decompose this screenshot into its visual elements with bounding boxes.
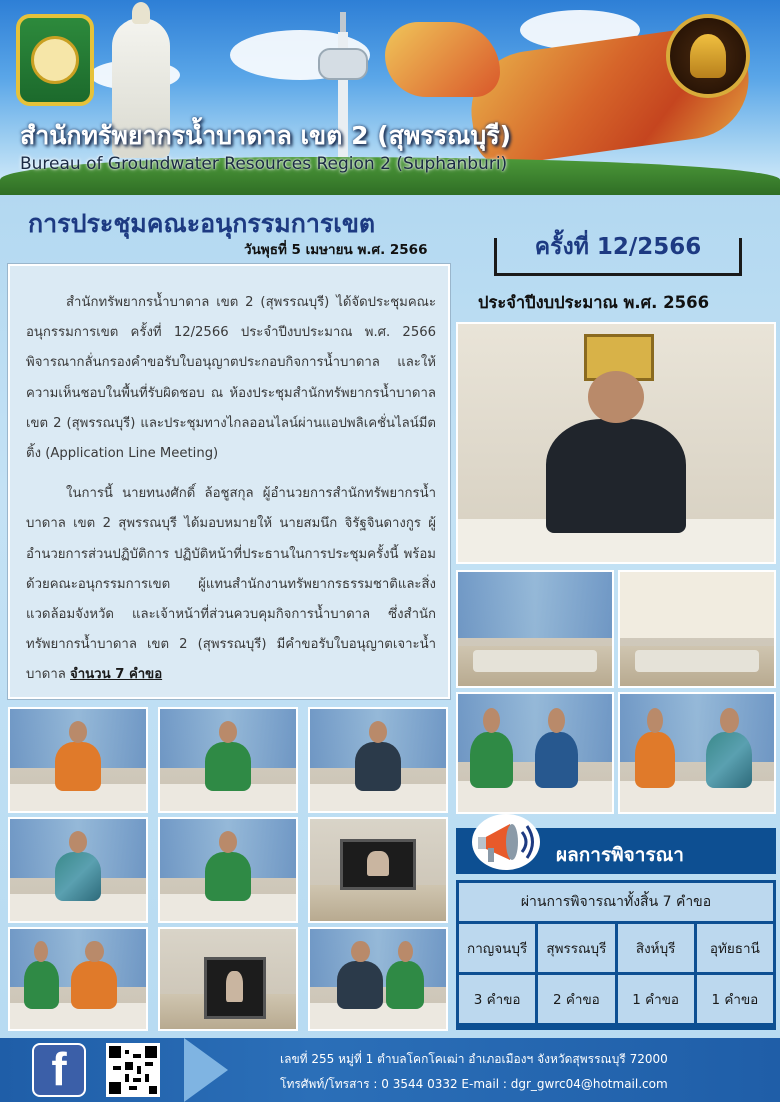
province-cell: กาญจนบุรี — [459, 924, 535, 972]
video-call-photo-1 — [308, 817, 448, 923]
result-summary: ผ่านการพิจารณาทั้งสิ้น 7 คำขอ — [459, 883, 773, 921]
banner-title-thai: สำนักทรัพยากรน้ำบาดาล เขต 2 (สุพรรณบุรี) — [20, 121, 512, 150]
count-cell: 1 คำขอ — [618, 975, 694, 1023]
meeting-room-photo-1 — [456, 570, 614, 688]
count-cell: 3 คำขอ — [459, 975, 535, 1023]
province-cell: สุพรรณบุรี — [538, 924, 614, 972]
meeting-attendees-photo-2 — [618, 692, 776, 814]
count-row — [459, 975, 773, 1023]
header-banner — [0, 0, 780, 195]
participant-photo-5 — [158, 817, 298, 923]
request-count: จำนวน 7 คำขอ — [70, 667, 163, 683]
megaphone-icon — [470, 812, 542, 874]
participant-photo-4 — [8, 817, 148, 923]
footer-arrow-decoration — [184, 1038, 228, 1102]
count-cell: 1 คำขอ — [697, 975, 773, 1023]
footer-address: เลขที่ 255 หมู่ที่ 1 ตำบลโคกโคเฒ่า อำเภอเมืองฯ จังหวัดสุพรรณบุรี 72000 — [280, 1052, 668, 1066]
bureau-logo — [16, 14, 94, 106]
department-seal — [666, 14, 750, 98]
fiscal-year: ประจำปีงบประมาณ พ.ศ. 2566 — [478, 293, 710, 312]
facebook-icon[interactable]: f — [32, 1043, 86, 1097]
meeting-date: วันพุธที่ 5 เมษายน พ.ศ. 2566 — [244, 242, 428, 258]
province-row — [459, 924, 773, 972]
meeting-attendees-photo-1 — [456, 692, 614, 814]
count-cell: 2 คำขอ — [538, 975, 614, 1023]
participant-photo-3 — [308, 707, 448, 813]
participant-photo-6 — [8, 927, 148, 1031]
chairman-photo — [456, 322, 776, 564]
participant-photo-2 — [158, 707, 298, 813]
footer-contact: โทรศัพท์/โทรสาร : 0 3544 0332 E-mail : dgr_gwrc04@hotmail.com — [280, 1077, 668, 1091]
body-text-panel — [8, 264, 450, 699]
participant-photo-7 — [308, 927, 448, 1031]
province-cell: อุทัยธานี — [697, 924, 773, 972]
session-box — [494, 233, 742, 276]
banner-title-english: Bureau of Groundwater Resources Region 2 (Suphanburi) — [20, 154, 508, 174]
province-cell: สิงห์บุรี — [618, 924, 694, 972]
video-call-photo-2 — [158, 927, 298, 1031]
qr-code-icon[interactable] — [106, 1043, 160, 1097]
participant-photo-1 — [8, 707, 148, 813]
result-heading: ผลการพิจารณา — [556, 844, 684, 866]
paragraph-2: ในการนี้ นายทนงศักดิ์ ล้อชูสกุล ผู้อำนวยการสำนักทรัพยากรน้ำบาดาล เขต 2 สุพรรณบุรี ได้มอบหมายให้ นายสมนึก จิรัฐจินดางกูร ผู้อำนวยการส่วนปฏิบัติการ ปฏิบัติหน้าที่ประธานในการประชุมครั้งนี้ พร้อมด้วยคณะอนุกรรมการเขต ผู้แทนสำนักงานทรัพยากรธรรมชาติและสิ่งแวดล้อมจังหวัด และเจ้าหน้าที่ส่วนควบคุมกิจการน้ำบาดาล ซึ่งสำนักทรัพยากรน้ำบาดาล เขต 2 (สุพรรณบุรี) มีคำขอรับใบอนุญาตเจาะน้ำบาดาล จำนวน 7 คำขอ — [26, 486, 436, 683]
page-title: การประชุมคณะอนุกรรมการเขต — [28, 209, 376, 238]
session-number: ครั้งที่ 12/2566 — [534, 233, 702, 260]
paragraph-1: สำนักทรัพยากรน้ำบาดาล เขต 2 (สุพรรณบุรี) ได้จัดประชุมคณะอนุกรรมการเขต ครั้งที่ 12/2566 ประจำปีงบประมาณ พ.ศ. 2566 พิจารณากลั่นกรองคำขอรับใบอนุญาตประกอบกิจการน้ำบาดาล และให้ความเห็นชอบในพื้นที่รับผิดชอบ ณ ห้องประชุมสำนักทรัพยากรน้ำบาดาล เขต 2 (สุพรรณบุรี) และประชุมทางไกลออนไลน์ผ่านแอปพลิเคชั่นไลน์มีตติ้ง (Application Line Meeting) — [26, 295, 436, 462]
meeting-room-photo-2 — [618, 570, 776, 688]
result-table — [456, 880, 776, 1030]
